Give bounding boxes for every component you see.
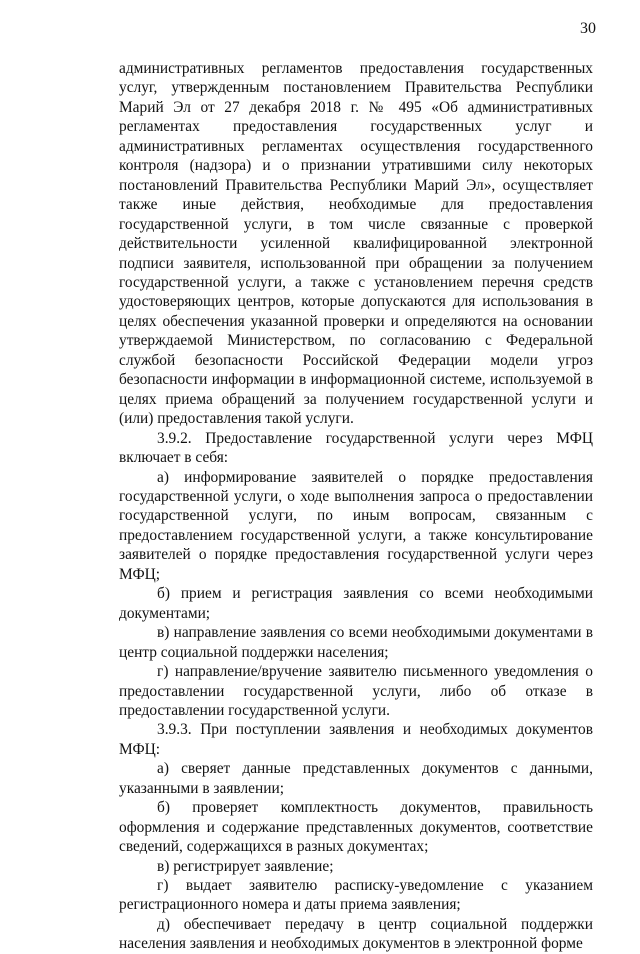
paragraph-3-9-2: 3.9.2. Предоставление государственной услуги через МФЦ включает в себя: (119, 429, 593, 467)
list-item-d-2: д) обеспечивает передачу в центр социальной поддержки населения заявления и необходимых документов в электронной форме (119, 915, 593, 953)
paragraph-3-9-3: 3.9.3. При поступлении заявления и необходимых документов МФЦ: (119, 721, 593, 758)
list-item-b: б) прием и регистрация заявления со всеми необходимыми документами; (119, 585, 593, 622)
list-item-v-2: в) регистрирует заявление; (157, 857, 334, 875)
list-item-a: а) информирование заявителей о порядке предоставления государственной услуги, о ходе выполнения запроса о предоставлении государственной услуги, по иным вопросам, связанным с предоставлением государственной услуги, а также консультирование заявителей о порядке предоставления государственной услуги через МФЦ; (119, 468, 593, 583)
list-item-b-2: б) проверяет комплектность документов, правильность оформления и содержание представленных документов, соответствие сведений, содержащихся в разных документах; (119, 799, 593, 856)
paragraph-intro: административных регламентов предоставления государственных услуг, утвержденным постановлением Правительства Республики Марий Эл от 27 декабря 2018 г. № 495 «Об административных регламентах предоставления государственных услуг и административных регламентах осуществления государственного контроля (надзора) и о признании утратившими силу некоторых постановлений Правительства Республики Марий Эл», осуществляет также иные действия, необходимые для предоставления государственной услуги, в том числе связанные с проверкой действительности усиленной квалифицированной электронной подписи заявителя, использованной при обращении за получением государственной услуги, а также с установлением перечня средств удостоверяющих центров, которые допускаются для использования в целях обеспечения указанной проверки и определяются на основании утверждаемой Министерством, по согласованию с Федеральной службой безопасности Российской Федерации модели угроз безопасности информации в информационной системе, используемой в целях приема обращений за получением государственной услуги и (или) предоставления такой услуги. (119, 60, 593, 428)
list-item-g: г) направление/вручение заявителю письменного уведомления о предоставлении государственной услуги, либо об отказе в предоставлении государственной услуги. (119, 663, 593, 719)
list-item-v: в) направление заявления со всеми необходимыми документами в центр социальной поддержки населения; (119, 624, 593, 661)
document-body (119, 59, 593, 954)
list-item-a-2: а) сверяет данные представленных документов с данными, указанными в заявлении; (119, 760, 593, 797)
page-number: 30 (580, 20, 596, 37)
list-item-g-2: г) выдает заявителю расписку-уведомление с указанием регистрационного номера и даты приема заявления; (119, 877, 593, 914)
